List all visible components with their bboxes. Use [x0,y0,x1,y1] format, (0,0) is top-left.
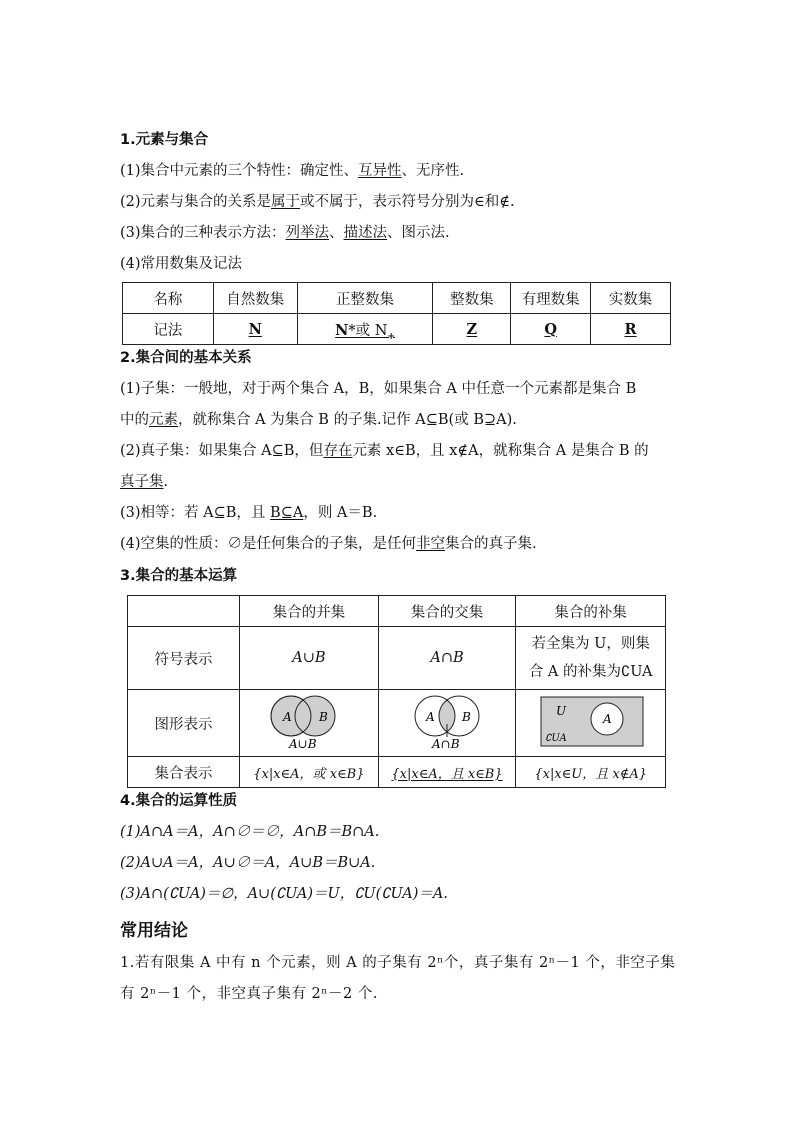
section-heading-elements-sets: 1.元素与集合 [120,132,209,148]
ops-th-union: 集合的并集 [240,596,379,627]
complement-symbol-line2: 合 A 的补集为∁UA [528,664,653,680]
venn-union-caption: A∪B [288,737,317,751]
row-label-notation: 记法 [123,314,214,345]
th-natural: 自然数集 [213,283,297,314]
conclusion-line-2: 有 2ⁿ－1 个，非空真子集有 2ⁿ－2 个. [120,986,378,1002]
cell-Z: Z [433,314,511,345]
ops-row-graph-label: 图形表示 [128,690,240,757]
ops-th-complement: 集合的补集 [516,596,666,627]
paragraph-relation: (2)元素与集合的关系是属于或不属于，表示符号分别为∈和∉. [120,194,515,210]
section-heading-properties: 4.集合的运算性质 [120,793,238,809]
paragraph-empty-set: (4)空集的性质：∅是任何集合的子集，是任何非空集合的真子集. [120,536,537,552]
cell-N: N [213,314,297,345]
th-positive-int: 正整数集 [297,283,433,314]
complement-symbol-line1: 若全集为 U，则集 [531,636,650,652]
intersection-venn-diagram [387,691,507,751]
number-sets-table [122,282,671,345]
venn-inter-label-a: A [426,710,435,724]
venn-comp-caption: ∁UA [544,733,567,744]
complement-venn-cell [516,690,666,757]
paragraph-union-props: (2)A∪A＝A，A∪∅＝A，A∪B＝B∪A. [120,855,376,871]
paragraph-proper-subset-2: 真子集. [120,474,169,490]
conclusions-heading: 常用结论 [120,921,188,941]
th-name: 名称 [123,283,214,314]
union-symbol: A∪B [240,627,379,690]
venn-comp-label-u: U [555,704,566,718]
operations-table [127,595,666,788]
paragraph-equality: (3)相等：若 A⊆B，且 B⊆A，则 A＝B. [120,505,378,521]
union-set-builder: {x|x∈A，或 x∈B} [240,757,379,788]
complement-symbol [516,627,666,690]
venn-comp-label-a: A [602,712,612,726]
cell-R: R [591,314,671,345]
intersection-venn-cell [378,690,516,757]
venn-union-label-a: A [282,710,292,724]
ops-th-empty [128,596,240,627]
paragraph-proper-subset-1: (2)真子集：如果集合 A⊆B，但存在元素 x∈B，且 x∉A，就称集合 A 是集合 B 的 [120,443,649,459]
section-heading-operations: 3.集合的基本运算 [120,568,238,584]
paragraph-number-sets: (4)常用数集及记法 [120,256,243,272]
ops-th-intersection: 集合的交集 [378,596,516,627]
th-integer: 整数集 [433,283,511,314]
venn-inter-label-b: B [462,710,471,724]
venn-union-label-b: B [318,710,328,724]
intersection-set-builder: {x|x∈A，且 x∈B} [378,757,516,788]
intersection-symbol: A∩B [378,627,516,690]
paragraph-representations: (3)集合的三种表示方法：列举法、描述法、图示法. [120,225,450,241]
paragraph-subset-1: (1)子集：一般地，对于两个集合 A，B，如果集合 A 中任意一个元素都是集合 B [120,381,637,397]
conclusion-line-1: 1.若有限集 A 中有 n 个元素，则 A 的子集有 2ⁿ个，真子集有 2ⁿ－1 个，非空子集 [120,955,676,971]
cell-Nstar: N*或 $N_+$ [297,314,433,345]
paragraph-intersection-props: (1)A∩A＝A，A∩∅＝∅，A∩B＝B∩A. [120,824,380,840]
paragraph-subset-2: 中的元素，就称集合 A 为集合 B 的子集.记作 A⊆B(或 B⊇A). [120,412,517,428]
complement-venn-diagram [526,691,656,751]
section-heading-relations: 2.集合间的基本关系 [120,350,252,366]
union-venn-diagram [249,691,369,751]
cell-Q: Q [511,314,591,345]
union-venn-cell [240,690,379,757]
complement-set-builder: {x|x∈U，且 x∉A} [516,757,666,788]
th-rational: 有理数集 [511,283,591,314]
paragraph-properties: (1)集合中元素的三个特性：确定性、互异性、无序性. [120,163,465,179]
paragraph-complement-props: (3)A∩(∁UA)＝∅，A∪(∁UA)＝U，∁U(∁UA)＝A. [120,886,449,902]
ops-row-set-label: 集合表示 [128,757,240,788]
venn-inter-caption: A∩B [432,737,460,751]
ops-row-symbol-label: 符号表示 [128,627,240,690]
venn-union-circle-b [295,696,335,736]
th-real: 实数集 [591,283,671,314]
